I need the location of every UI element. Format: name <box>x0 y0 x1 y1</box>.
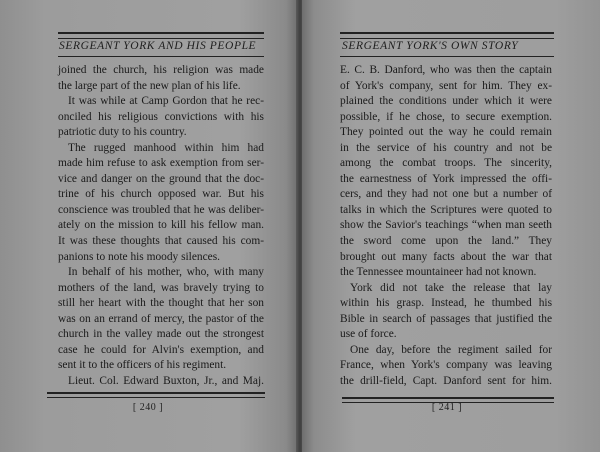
text-line: patriotic duty to his country. <box>58 126 187 139</box>
text-line: in the service of his country and not be <box>340 141 552 154</box>
text-line: the drill-field, Capt. Danford sent for him. <box>340 374 552 387</box>
text-line: In behalf of his mother, who, with many <box>68 266 264 279</box>
text-line: vice and danger on the ground that the doc- <box>58 172 264 185</box>
text-line: church in the valley made out the strongest <box>58 328 264 341</box>
text-line: was on an errand of mercy, the pastor of the <box>58 312 264 325</box>
text-line: One day, before the regiment sailed for <box>350 343 552 356</box>
left-header-top-rule <box>58 32 264 39</box>
text-line: the large part of the new plan of his life. <box>58 79 241 92</box>
left-body-text <box>58 63 264 389</box>
text-line: brought out many facts about the war that <box>340 250 552 263</box>
right-running-head: SERGEANT YORK'S OWN STORY <box>342 40 519 52</box>
text-line: ately on the mission to kill his fellow man. <box>58 219 264 232</box>
left-page <box>0 0 298 452</box>
text-line: sent it to the officers of his regiment. <box>58 359 227 372</box>
text-line: France, when York's company was leaving <box>340 359 552 372</box>
text-line: onciled his religious convictions with his <box>58 110 264 123</box>
left-footer-rule <box>47 392 265 398</box>
text-line: It was these thoughts that caused his com- <box>58 235 264 248</box>
text-line: joined the church, his religion was made <box>58 64 264 76</box>
left-header-bottom-rule <box>58 56 264 57</box>
right-page <box>302 0 600 452</box>
right-header-bottom-rule <box>340 56 554 57</box>
text-line: The rugged manhood within him had <box>68 141 264 154</box>
text-line: Lieut. Col. Edward Buxton, Jr., and Maj. <box>68 374 264 387</box>
text-line: the earnestness of York impressed the offi- <box>340 172 552 185</box>
text-line: talks in which the Scriptures were quoted to <box>340 203 552 216</box>
text-line: made him refuse to ask exemption from ser- <box>58 157 264 170</box>
text-line: the Tennessee mountaineer had not known. <box>340 266 537 279</box>
text-line: use of force. <box>340 328 397 341</box>
text-line: conscience was troubled that he was deliber- <box>58 203 264 216</box>
text-line: E. C. B. Danford, who was then the captain <box>340 64 552 76</box>
text-line: of York's company, sent for him. They ex- <box>340 79 552 92</box>
text-line: plained the conditions under which it were <box>340 95 552 108</box>
text-line: the sword come upon the land.” They <box>340 235 552 248</box>
text-line: They pointed out the way he could remain <box>340 126 552 139</box>
left-page-number: [ 240 ] <box>132 402 164 413</box>
text-line: York did not take the release that lay <box>350 281 552 294</box>
text-line: among the combat troops. The sincerity, <box>340 157 552 170</box>
text-line: case he could for Alvin's exemption, and <box>58 343 264 356</box>
right-body-text <box>340 63 552 389</box>
right-header-top-rule <box>340 32 554 39</box>
text-line: within his grasp. Instead, he thumbed his <box>340 297 552 310</box>
left-running-head: SERGEANT YORK AND HIS PEOPLE <box>59 40 257 52</box>
text-line: Bible in search of passages that justified the <box>340 312 552 325</box>
text-line: It was while at Camp Gordon that he rec- <box>68 95 264 108</box>
right-page-number: [ 241 ] <box>431 402 463 413</box>
text-line: cers, and they had not one but a number of <box>340 188 552 201</box>
text-line: possible, if he chose, to secure exemption. <box>340 110 552 123</box>
text-line: trine of his church opposed war. But his <box>58 188 264 201</box>
text-line: mothers of the land, was bravely trying to <box>58 281 264 294</box>
text-line: panions to note his moody silences. <box>58 250 220 263</box>
text-line: still her heart with the thought that her son <box>58 297 264 310</box>
text-line: show the Savior's teachings “when man seeth <box>340 219 552 232</box>
